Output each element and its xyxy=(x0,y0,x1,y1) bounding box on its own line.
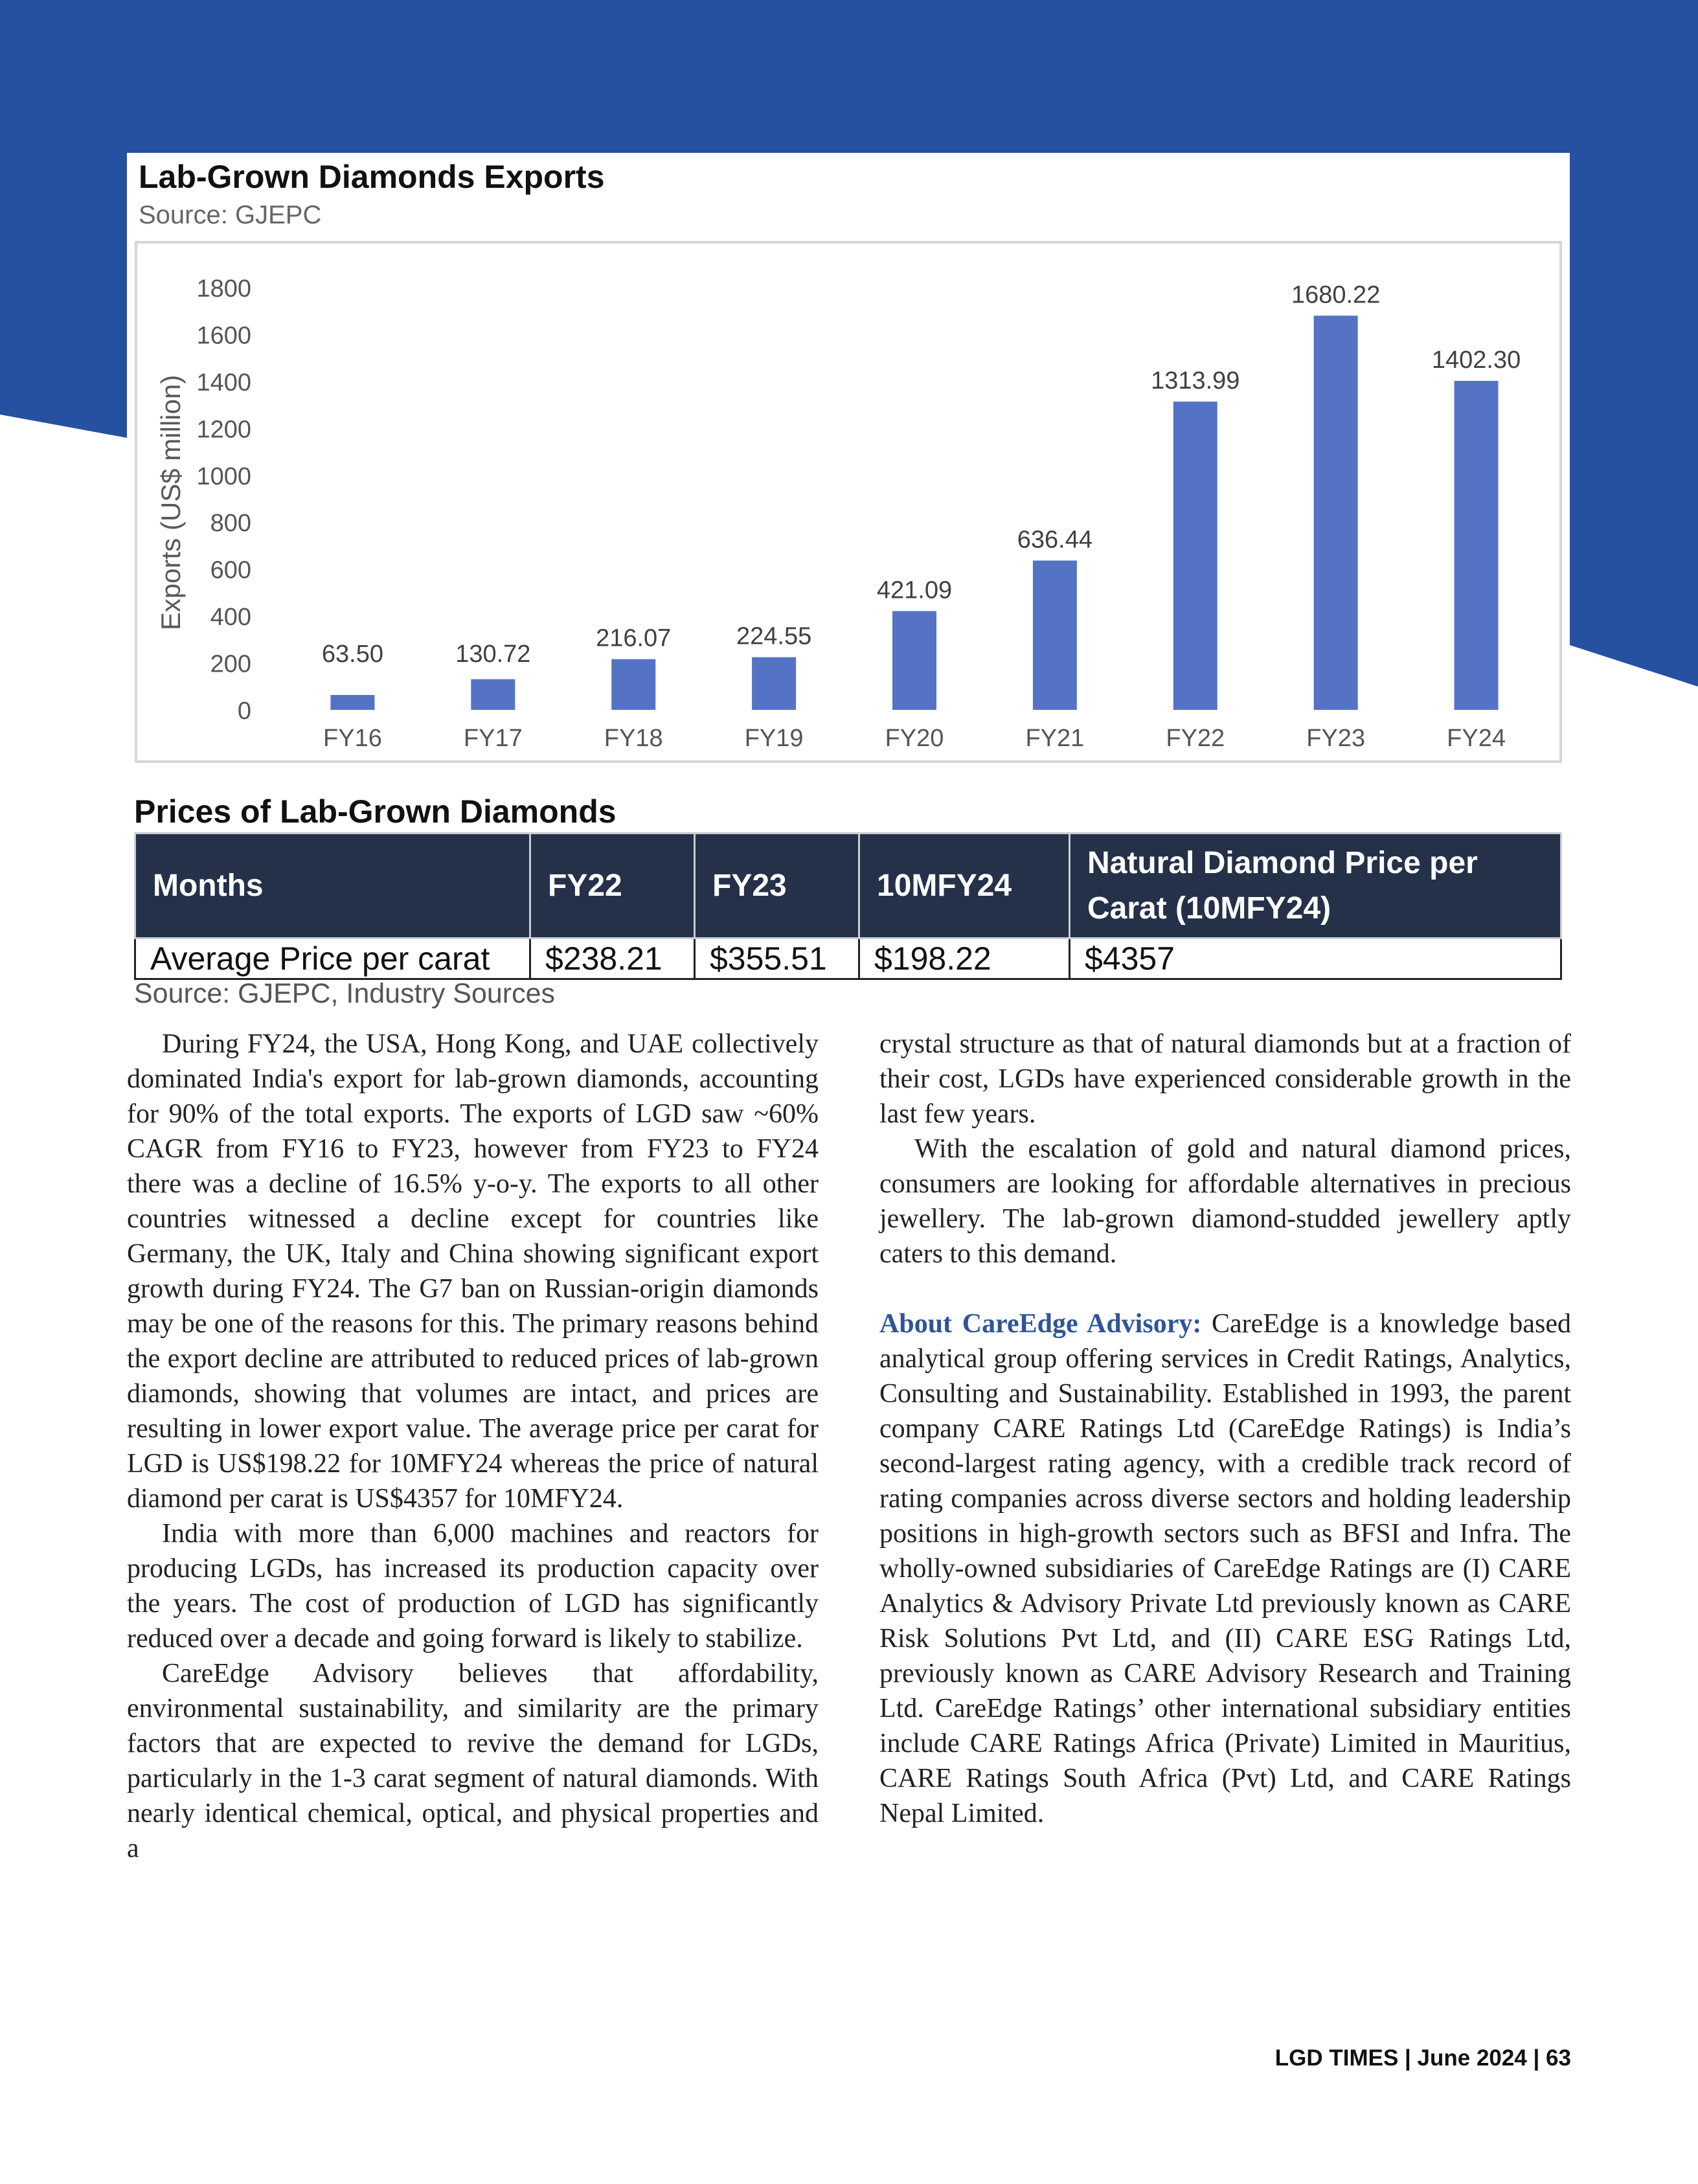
x-tick-label: FY20 xyxy=(885,725,944,752)
about-text: CareEdge is a knowledge based analytical group offering services in Credit Ratings, Analytics, Consulting and Sustainability. Established in 1993, the parent company CARE Ratings Ltd (CareEdge Ratings) is India’s second-largest rating agency, with a credible track record of rating companies across diverse sectors and holding leadership positions in high-growth sectors such as BFSI and Infra. The wholly-owned subsidiaries of CareEdge Ratings are (I) CARE Analytics & Advisory Private Ltd previously known as CARE Risk Solutions Pvt Ltd, and (II) CARE ESG Ratings Ltd, previously known as CARE Advisory Research and Training Ltd. CareEdge Ratings’ other international subsidiary entities include CARE Ratings Africa (Private) Limited in Mauritius, CARE Ratings South Africa (Pvt) Ltd, and CARE Ratings Nepal Limited. xyxy=(879,1309,1571,1828)
bar-fy19 xyxy=(752,657,796,710)
header-natural-price: Natural Diamond Price per Carat (10MFY24) xyxy=(1070,834,1561,938)
bar-fy20 xyxy=(892,611,936,710)
x-tick-label: FY23 xyxy=(1306,725,1366,752)
x-tick-label: FY19 xyxy=(744,725,804,752)
bar-fy18 xyxy=(611,659,655,710)
chart-source: Source: GJEPC xyxy=(139,201,322,229)
bar-fy17 xyxy=(471,679,515,710)
y-tick-label: 1600 xyxy=(196,322,251,350)
cell-10mfy24: $198.22 xyxy=(859,938,1070,979)
x-tick-label: FY24 xyxy=(1447,725,1506,752)
y-tick-label: 1000 xyxy=(196,462,251,490)
y-tick-label: 1200 xyxy=(196,416,251,444)
chart-title: Lab-Grown Diamonds Exports xyxy=(139,159,605,195)
article-paragraph-4: With the escalation of gold and natural diamond prices, consumers are looking for affordable alternatives in precious jewellery. The lab-grown diamond-studded jewellery aptly caters to this demand. xyxy=(879,1134,1571,1269)
y-tick-label: 1400 xyxy=(196,369,251,396)
article-paragraph-3-start: CareEdge Advisory believes that affordability, environmental sustainability, and similarity are the primary factors that are expected to revive the demand for LGDs, particularly in the 1-3 carat segment of natural diamonds. With nearly identical chemical, optical, and physical properties and a xyxy=(127,1659,819,1863)
x-tick-label: FY16 xyxy=(323,725,382,752)
cell-fy23: $355.51 xyxy=(695,938,859,979)
article-column-left xyxy=(127,1027,819,1866)
data-label: 1402.30 xyxy=(1431,347,1521,374)
y-tick-label: 400 xyxy=(210,604,251,631)
x-tick-label: FY22 xyxy=(1166,725,1225,752)
y-tick-label: 800 xyxy=(210,510,251,538)
article-paragraph-2: India with more than 6,000 machines and reactors for producing LGDs, has increased its production capacity over the years. The cost of production of LGD has significantly reduced over a decade and going forward is likely to stabilize. xyxy=(127,1519,819,1654)
prices-table xyxy=(134,832,1562,980)
x-tick-label: FY17 xyxy=(463,725,523,752)
article-paragraph-1: During FY24, the USA, Hong Kong, and UAE collectively dominated India's export for lab-grown diamonds, accounting for 90% of the total exports. The exports of LGD saw ~60% CAGR from FY16 to FY23, however from FY23 to FY24 there was a decline of 16.5% y-o-y. The exports to all other countries witnessed a decline except for countries like Germany, the UK, Italy and China showing significant export growth during FY24. The G7 ban on Russian-origin diamonds may be one of the reasons for this. The primary reasons behind the export decline are attributed to reduced prices of lab-grown diamonds, showing that volumes are intact, and prices are resulting in lower export value. The average price per carat for LGD is US$198.22 for 10MFY24 whereas the price of natural diamond per carat is US$4357 for 10MFY24. xyxy=(127,1029,819,1514)
table-row xyxy=(135,938,1561,979)
y-tick-label: 0 xyxy=(237,698,251,725)
header-fy23: FY23 xyxy=(695,834,859,938)
data-label: 1313.99 xyxy=(1151,367,1240,395)
cell-fy22: $238.21 xyxy=(530,938,695,979)
cell-natural-price: $4357 xyxy=(1070,938,1561,979)
x-tick-label: FY21 xyxy=(1025,725,1085,752)
prices-table-source: Source: GJEPC, Industry Sources xyxy=(134,978,556,1009)
data-label: 63.50 xyxy=(321,641,383,668)
header-months: Months xyxy=(135,834,530,938)
data-label: 1680.22 xyxy=(1291,281,1381,309)
exports-bar-chart xyxy=(135,241,1562,763)
about-label: About CareEdge Advisory: xyxy=(879,1309,1202,1339)
y-axis-label: Exports (US$ million) xyxy=(155,374,186,631)
data-label: 130.72 xyxy=(455,641,531,668)
about-careedge xyxy=(879,1306,1571,1831)
bar-fy24 xyxy=(1455,381,1499,710)
y-tick-label: 600 xyxy=(210,556,251,584)
y-tick-label: 200 xyxy=(210,650,251,678)
cell-row-label: Average Price per carat xyxy=(135,938,530,979)
header-fy22: FY22 xyxy=(530,834,695,938)
x-tick-label: FY18 xyxy=(604,725,663,752)
bar-fy16 xyxy=(330,695,374,710)
article-paragraph-3-end: crystal structure as that of natural diamonds but at a fraction of their cost, LGDs have experienced considerable growth in the last few years. xyxy=(879,1029,1571,1129)
data-label: 636.44 xyxy=(1017,526,1093,554)
prices-table-header-row xyxy=(135,834,1561,938)
article-column-right xyxy=(879,1027,1571,1831)
bar-fy22 xyxy=(1173,402,1217,710)
data-label: 224.55 xyxy=(736,622,812,650)
y-tick-label: 1800 xyxy=(196,275,251,302)
page-footer: LGD TIMES | June 2024 | 63 xyxy=(1274,2045,1571,2071)
data-label: 216.07 xyxy=(596,624,672,652)
bar-fy21 xyxy=(1033,560,1077,710)
header-10mfy24: 10MFY24 xyxy=(859,834,1070,938)
bar-fy23 xyxy=(1314,315,1358,710)
prices-table-title: Prices of Lab-Grown Diamonds xyxy=(134,793,617,830)
exports-chart-card xyxy=(127,153,1570,764)
data-label: 421.09 xyxy=(876,576,953,604)
